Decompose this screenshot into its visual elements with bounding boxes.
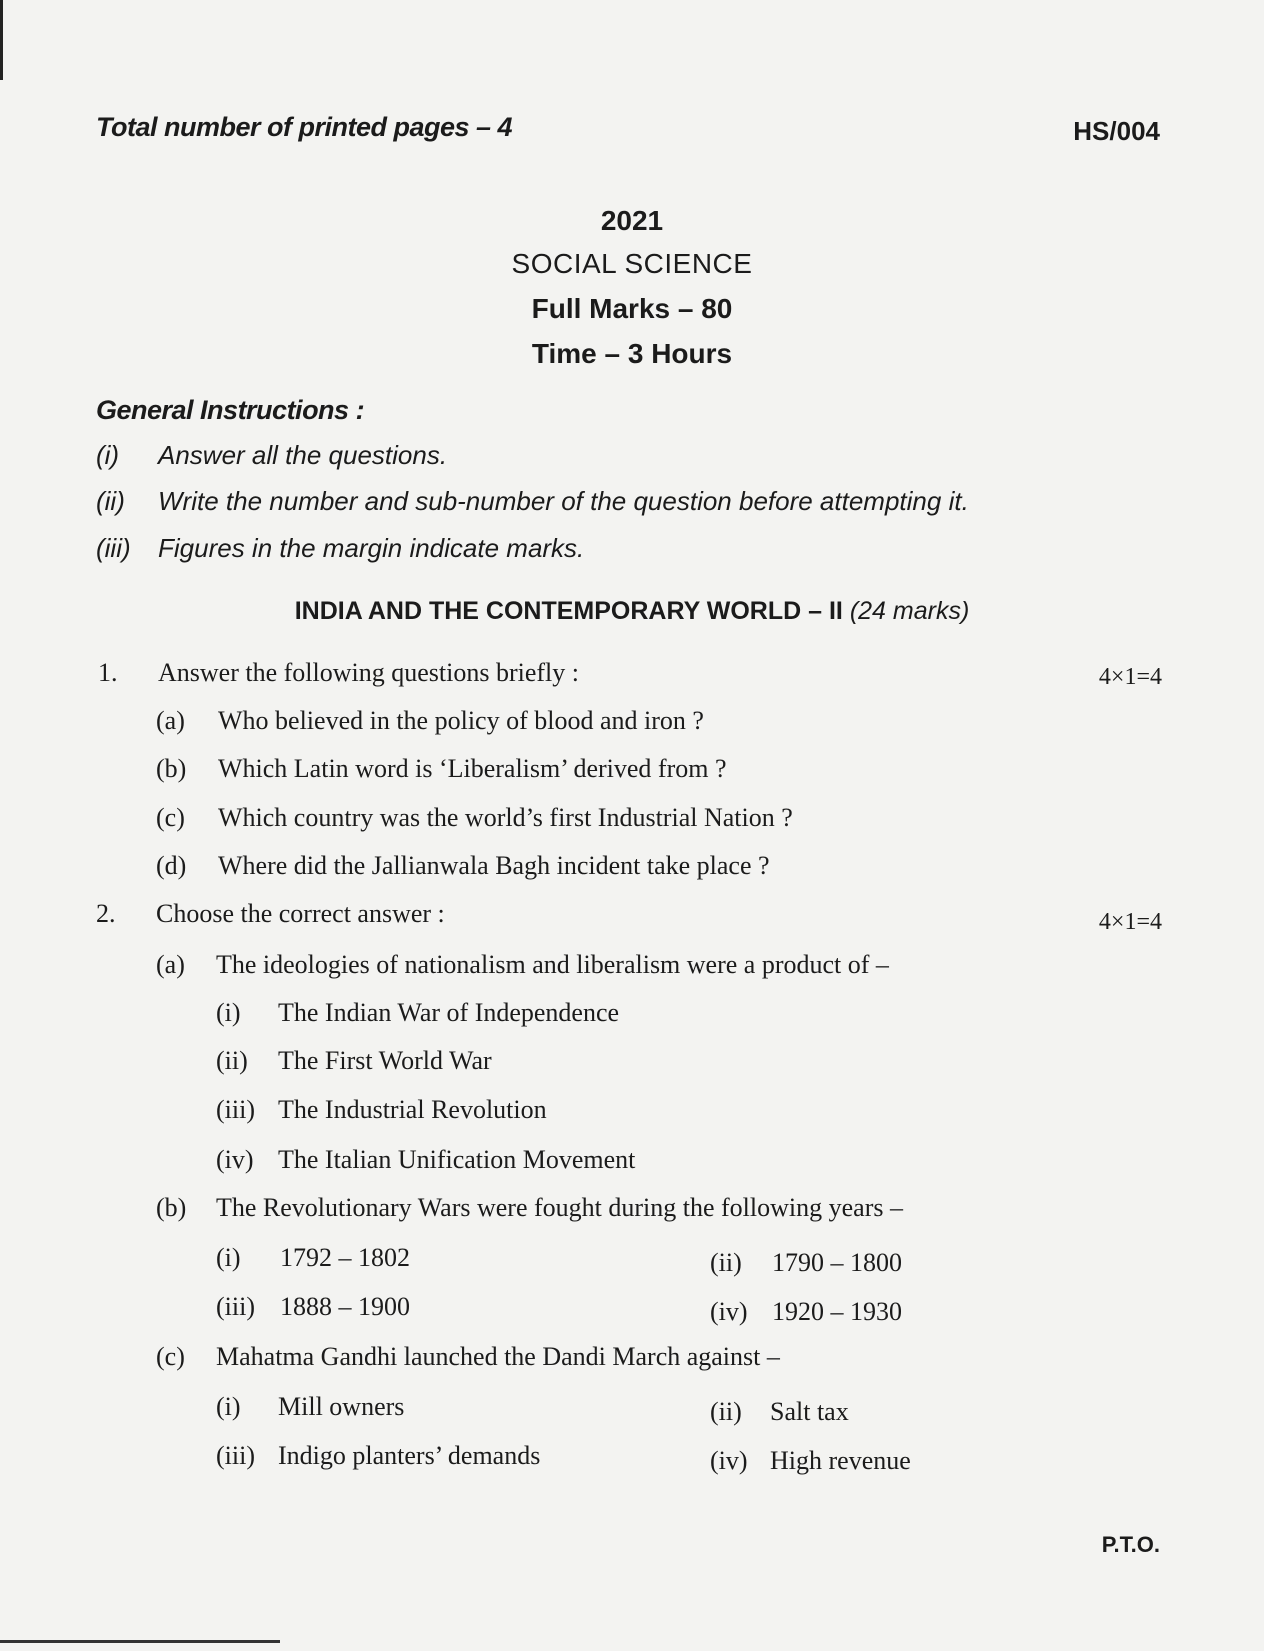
- question-text: Choose the correct answer :: [156, 899, 445, 928]
- exam-time: Time – 3 Hours: [531, 338, 733, 369]
- option-number: (iii): [216, 1292, 255, 1321]
- option-text: 1920 – 1930: [772, 1297, 902, 1326]
- option-text: The First World War: [278, 1046, 492, 1075]
- part-label: (c): [156, 1342, 185, 1371]
- option-text: Indigo planters’ demands: [278, 1441, 541, 1470]
- option-text: 1790 – 1800: [772, 1248, 902, 1277]
- section-heading: [0, 597, 1264, 626]
- question-number: 1.: [98, 658, 118, 687]
- part-label: (b): [156, 1193, 187, 1222]
- section-marks: (24 marks): [849, 597, 970, 625]
- scan-edge-line: [0, 0, 3, 80]
- part-label: (b): [156, 754, 187, 783]
- part-text: Who believed in the policy of blood and iron ?: [218, 706, 704, 735]
- option-text: The Indian War of Independence: [278, 998, 620, 1027]
- instruction-text: Answer all the questions.: [158, 440, 448, 470]
- question-number: 2.: [96, 899, 116, 928]
- instruction-number: (ii): [96, 486, 125, 516]
- option-number: (ii): [710, 1248, 742, 1277]
- exam-subject: SOCIAL SCIENCE: [511, 248, 753, 279]
- part-label: (c): [156, 803, 185, 832]
- option-text: The Industrial Revolution: [278, 1095, 547, 1124]
- part-label: (d): [156, 851, 187, 880]
- question-marks: 4×1=4: [1098, 909, 1162, 935]
- printed-pages-label: Total number of printed pages – 4: [96, 112, 513, 142]
- option-text: Mill owners: [278, 1392, 405, 1421]
- option-number: (i): [216, 1392, 241, 1421]
- part-text: Where did the Jallianwala Bagh incident take place ?: [218, 851, 770, 880]
- option-number: (iv): [710, 1297, 748, 1326]
- instructions-heading: General Instructions :: [96, 395, 365, 425]
- instruction-text: Figures in the margin indicate marks.: [158, 533, 585, 563]
- option-text: 1888 – 1900: [280, 1292, 410, 1321]
- exam-year: 2021: [600, 205, 664, 236]
- option-number: (iv): [216, 1145, 254, 1174]
- part-label: (a): [156, 706, 185, 735]
- option-number: (ii): [710, 1397, 742, 1426]
- question-marks: 4×1=4: [1098, 664, 1162, 690]
- option-number: (iii): [216, 1441, 255, 1470]
- part-text: Mahatma Gandhi launched the Dandi March against –: [216, 1342, 780, 1371]
- full-marks: Full Marks – 80: [531, 293, 733, 324]
- option-number: (iv): [710, 1446, 748, 1475]
- part-text: Which Latin word is ‘Liberalism’ derived from ?: [218, 754, 727, 783]
- option-text: High revenue: [770, 1446, 911, 1475]
- part-text: The ideologies of nationalism and liberalism were a product of –: [216, 950, 889, 979]
- paper-code: HS/004: [1073, 116, 1160, 146]
- instruction-text: Write the number and sub-number of the question before attempting it.: [158, 486, 969, 516]
- part-text: The Revolutionary Wars were fought during the following years –: [216, 1193, 903, 1222]
- page-turn-over: P.T.O.: [1101, 1532, 1160, 1557]
- option-number: (i): [216, 1243, 241, 1272]
- instruction-number: (i): [96, 440, 120, 470]
- option-number: (iii): [216, 1095, 255, 1124]
- option-text: Salt tax: [770, 1397, 849, 1426]
- part-label: (a): [156, 950, 185, 979]
- option-text: 1792 – 1802: [280, 1243, 410, 1272]
- question-text: Answer the following questions briefly :: [158, 658, 579, 687]
- scan-bottom-line: [0, 1640, 280, 1643]
- part-text: Which country was the world’s first Industrial Nation ?: [218, 803, 793, 832]
- section-title: INDIA AND THE CONTEMPORARY WORLD – II: [294, 597, 843, 625]
- instruction-number: (iii): [96, 533, 131, 563]
- option-number: (i): [216, 998, 241, 1027]
- option-text: The Italian Unification Movement: [278, 1145, 636, 1174]
- option-number: (ii): [216, 1046, 248, 1075]
